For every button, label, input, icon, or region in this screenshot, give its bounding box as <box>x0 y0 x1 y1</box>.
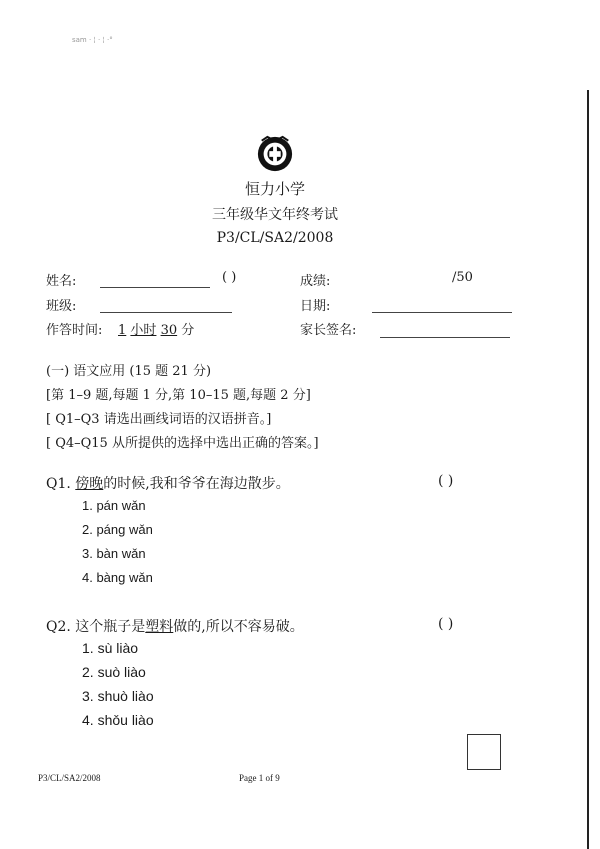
class-number-paren: ( ) <box>222 270 237 285</box>
section-marks: [第 1–9 题,每题 1 分,第 10–15 题,每题 2 分] <box>46 388 311 403</box>
scan-margin-line <box>587 90 589 849</box>
footer-page-number: Page 1 of 9 <box>239 773 280 783</box>
score-total: /50 <box>452 270 473 285</box>
name-label: 姓名: <box>46 274 77 289</box>
time-hours-unit: 小时 <box>130 323 157 338</box>
score-label: 成绩: <box>300 274 331 289</box>
q2-option-3[interactable]: 3. shuò liào <box>82 688 154 704</box>
question-number: Q1. <box>46 476 71 492</box>
time-minutes: 30 <box>160 323 178 338</box>
q1-option-1[interactable]: 1. pán wǎn <box>82 498 146 513</box>
answer-time <box>118 319 194 338</box>
exam-code: P3/CL/SA2/2008 <box>216 230 334 246</box>
time-hours: 1 <box>118 323 127 338</box>
date-label: 日期: <box>300 299 331 314</box>
answer-paren-q1[interactable]: ( ) <box>438 473 454 489</box>
section-heading: (一) 语文应用 (15 题 21 分) <box>46 364 212 379</box>
name-line[interactable] <box>100 287 210 288</box>
instruction-q1-q3: [ Q1–Q3 请选出画线词语的汉语拼音。] <box>46 412 272 427</box>
time-label: 作答时间: <box>46 323 103 338</box>
parent-signature-line[interactable] <box>380 337 510 338</box>
answer-paren-q2[interactable]: ( ) <box>438 616 454 632</box>
school-name: 恒力小学 <box>244 180 305 198</box>
question-text: 的时候,我和爷爷在海边散步。 <box>103 476 290 492</box>
class-label: 班级: <box>46 299 77 314</box>
school-logo-icon <box>256 135 294 173</box>
question-q2 <box>46 616 304 636</box>
q1-option-3[interactable]: 3. bàn wǎn <box>82 546 146 561</box>
instruction-q4-q15: [ Q4–Q15 从所提供的选择中选出正确的答案。] <box>46 436 319 451</box>
scan-noise: sam · ¦ · ¦ ·° <box>72 36 113 44</box>
q2-option-2[interactable]: 2. suò liào <box>82 664 146 680</box>
question-text-before: 这个瓶子是 <box>75 619 146 635</box>
footer-exam-code: P3/CL/SA2/2008 <box>38 773 101 783</box>
question-text: 做的,所以不容易破。 <box>173 619 304 635</box>
time-minutes-unit: 分 <box>181 323 195 338</box>
question-number: Q2. <box>46 619 71 635</box>
underlined-word: 塑料 <box>145 619 174 635</box>
class-line[interactable] <box>100 312 232 313</box>
q1-option-2[interactable]: 2. páng wǎn <box>82 522 153 537</box>
q1-option-4[interactable]: 4. bàng wǎn <box>82 570 153 585</box>
date-line[interactable] <box>372 312 512 313</box>
parent-signature-label: 家长签名: <box>300 323 357 338</box>
underlined-word: 傍晚 <box>75 476 104 492</box>
exam-title: 三年级华文年终考试 <box>212 207 338 223</box>
q2-option-4[interactable]: 4. shǒu liào <box>82 712 154 728</box>
q2-option-1[interactable]: 1. sù liào <box>82 640 139 656</box>
question-q1 <box>46 473 290 493</box>
score-box <box>467 734 501 770</box>
